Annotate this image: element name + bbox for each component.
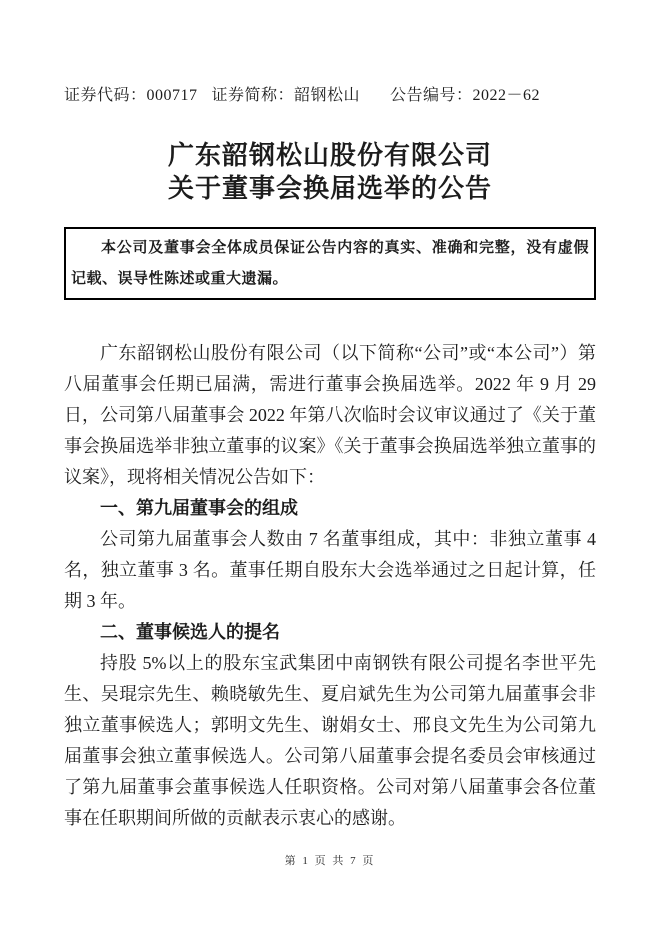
paragraph-nominations: 持股 5%以上的股东宝武集团中南钢铁有限公司提名李世平先生、吴琨宗先生、赖晓敏先生、夏启斌先生为公司第九届董事会非独立董事候选人；郭明文先生、谢娟女士、邢良文先生为公司第九届董事会独立董事候选人。公司第八届董事会提名委员会审核通过了第九届董事会董事候选人任职资格。公司对第八届董事会各位董事在任职期间所做的贡献表示衷心的感谢。 <box>64 653 596 828</box>
doc-title-line2: 关于董事会换届选举的公告 <box>167 174 492 203</box>
page-footer <box>0 852 660 868</box>
paragraph-intro: 广东韶钢松山股份有限公司（以下简称“公司”或“本公司”）第八届董事会任期已届满，需进行董事会换届选举。2022 年 9 月 29 日，公司第八届董事会 2022 年第八次临时会议审议通过了《关于董事会换届选举非独立董事的议案》《关于董事会换届选举独立董事的议案》，现将相关情况公告如下： <box>64 343 596 487</box>
declaration-box <box>64 227 596 300</box>
doc-title-line1: 广东韶钢松山股份有限公司 <box>167 141 492 170</box>
doc-body <box>64 338 596 834</box>
stock-code: 证券代码：000717 <box>64 87 198 104</box>
doc-title <box>64 139 596 205</box>
section-heading-1: 一、第九届董事会的组成 <box>100 498 298 518</box>
paragraph-board-composition: 公司第九届董事会人数由 7 名董事组成，其中：非独立董事 4 名，独立董事 3 名。董事任期自股东大会选举通过之日起计算，任期 3 年。 <box>64 529 596 611</box>
section-heading-2: 二、董事候选人的提名 <box>100 622 280 642</box>
stock-name: 证券简称：韶钢松山 <box>211 87 361 104</box>
page-indicator: 第 1 页 共 7 页 <box>284 855 376 867</box>
doc-header <box>64 86 596 106</box>
announcement-number: 公告编号：2022－62 <box>390 87 541 104</box>
declaration-text: 本公司及董事会全体成员保证公告内容的真实、准确和完整，没有虚假记载、误导性陈述或重大遗漏。 <box>71 240 589 287</box>
